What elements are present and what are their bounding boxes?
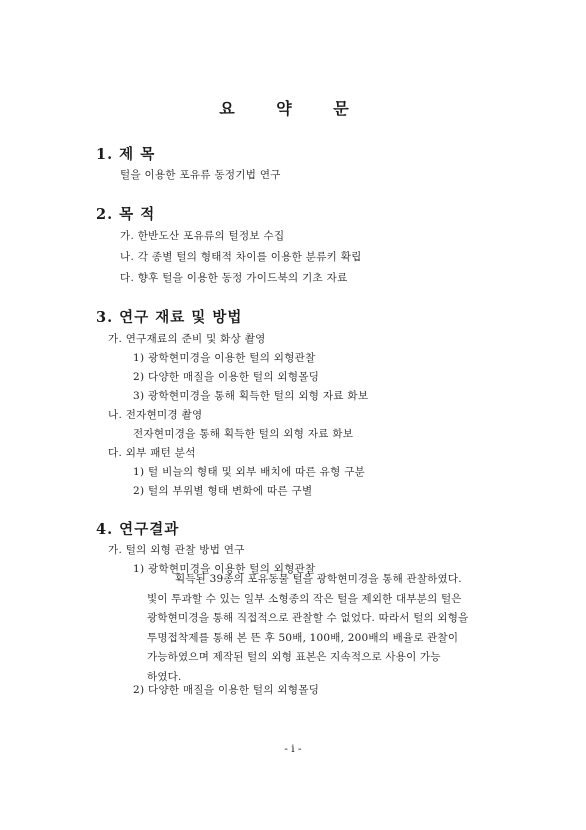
paragraph-line: 광학현미경을 통해 직접적으로 관찰할 수 없었다. 따라서 털의 외형을 — [147, 612, 469, 624]
paragraph-line: 획득된 39종의 포유동물 털을 광학현미경을 통해 관찰하였다. — [175, 573, 462, 585]
section-4-paragraph — [147, 570, 490, 687]
section-4-item-1: 1) 광학현미경을 이용한 털의 외형관찰 — [133, 563, 316, 575]
section-3-a-item-3: 3) 광학현미경을 통해 획득한 털의 외형 자료 화보 — [133, 390, 369, 402]
section-3-c-item-2: 2) 털의 부위별 형태 변화에 따른 구별 — [133, 485, 313, 497]
section-3-c-label: 다. 외부 패턴 분석 — [108, 447, 196, 459]
section-2-item-2: 나. 각 종별 털의 형태적 차이를 이용한 분류키 확립 — [120, 251, 362, 263]
paragraph-line: 빛이 투과할 수 있는 일부 소형종의 작은 털을 제외한 대부분의 털은 — [147, 592, 462, 605]
section-3-c-item-1: 1) 털 비늘의 형태 및 외부 배치에 따른 유형 구분 — [133, 466, 366, 478]
section-3-heading: 3. 연구 재료 및 방법 — [96, 309, 243, 326]
section-2-item-3: 다. 향후 털을 이용한 동정 가이드북의 기초 자료 — [120, 272, 348, 284]
section-3-b-label: 나. 전자현미경 촬영 — [108, 409, 203, 421]
section-1-text: 털을 이용한 포유류 동정기법 연구 — [120, 169, 281, 181]
section-3-b-text: 전자현미경을 통해 획득한 털의 외형 자료 화보 — [133, 428, 354, 440]
section-3-a-item-1: 1) 광학현미경을 이용한 털의 외형관찰 — [133, 352, 316, 364]
section-3-a-item-2: 2) 다양한 매질을 이용한 털의 외형몰딩 — [133, 371, 320, 383]
section-2-item-1: 가. 한반도산 포유류의 털정보 수집 — [120, 230, 285, 242]
section-4-item-2: 2) 다양한 매질을 이용한 털의 외형몰딩 — [133, 684, 320, 696]
paragraph-line: 가능하였으며 제작된 털의 외형 표본은 지속적으로 사용이 가능 — [147, 651, 441, 663]
section-4-a-label: 가. 털의 외형 관찰 방법 연구 — [108, 544, 245, 556]
section-2-heading: 2. 목 적 — [96, 206, 156, 223]
section-1-heading: 1. 제 목 — [96, 146, 156, 163]
page-number: - i - — [284, 743, 302, 755]
paragraph-line: 하였다. — [147, 670, 182, 683]
section-4-heading: 4. 연구결과 — [96, 521, 180, 538]
paragraph-line: 투명접착제를 통해 본 뜬 후 50배, 100배, 200배의 배율로 관찰이 — [147, 631, 459, 644]
page-title: 요 약 문 — [219, 99, 367, 118]
section-3-a-label: 가. 연구재료의 준비 및 화상 촬영 — [108, 333, 266, 345]
